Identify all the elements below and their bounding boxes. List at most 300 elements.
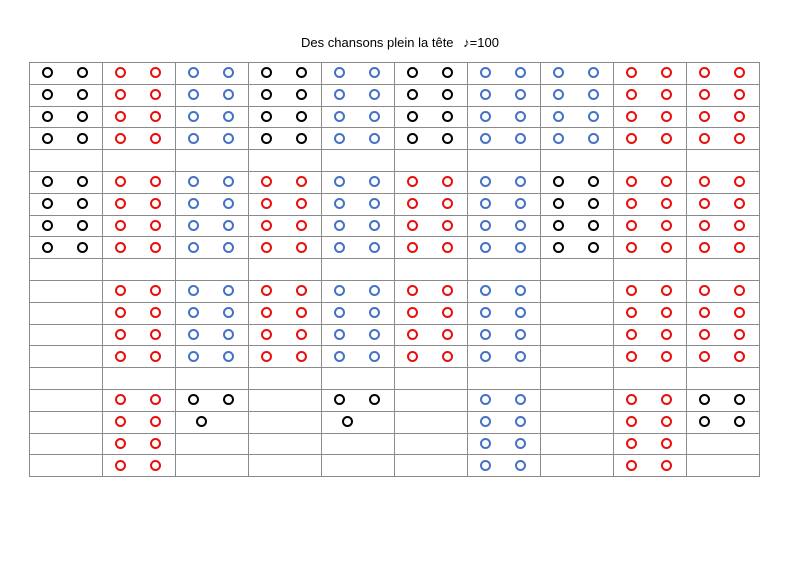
red-circle-icon xyxy=(699,351,710,362)
blue-circle-icon xyxy=(480,220,491,231)
grid-cell xyxy=(249,324,322,346)
blue-circle-icon xyxy=(369,285,380,296)
red-circle-icon xyxy=(261,285,272,296)
grid-cell xyxy=(176,259,249,281)
blue-circle-icon xyxy=(188,67,199,78)
red-circle-icon xyxy=(150,351,161,362)
red-circle-icon xyxy=(296,351,307,362)
grid-row xyxy=(30,259,760,281)
grid-cell xyxy=(614,411,687,433)
grid-row xyxy=(30,215,760,237)
black-circle-icon xyxy=(77,242,88,253)
grid-row xyxy=(30,128,760,150)
black-circle-icon xyxy=(188,394,199,405)
red-circle-icon xyxy=(626,285,637,296)
grid-cell xyxy=(30,128,103,150)
grid-cell xyxy=(30,259,103,281)
black-circle-icon xyxy=(296,111,307,122)
grid-cell xyxy=(322,411,395,433)
red-circle-icon xyxy=(734,329,745,340)
red-circle-icon xyxy=(115,351,126,362)
red-circle-icon xyxy=(296,307,307,318)
black-circle-icon xyxy=(407,111,418,122)
black-circle-icon xyxy=(77,133,88,144)
grid-cell xyxy=(395,259,468,281)
blue-circle-icon xyxy=(369,133,380,144)
red-circle-icon xyxy=(699,67,710,78)
red-circle-icon xyxy=(115,416,126,427)
grid-cell xyxy=(614,150,687,172)
page-title xyxy=(0,35,800,50)
grid-cell xyxy=(322,259,395,281)
grid-cell xyxy=(468,346,541,368)
red-circle-icon xyxy=(261,329,272,340)
blue-circle-icon xyxy=(188,285,199,296)
red-circle-icon xyxy=(661,242,672,253)
grid-cell xyxy=(176,171,249,193)
red-circle-icon xyxy=(261,176,272,187)
black-circle-icon xyxy=(223,394,234,405)
grid-cell xyxy=(468,128,541,150)
grid-row xyxy=(30,237,760,259)
grid-cell xyxy=(687,128,760,150)
red-circle-icon xyxy=(407,351,418,362)
grid-cell xyxy=(103,106,176,128)
red-circle-icon xyxy=(115,307,126,318)
blue-circle-icon xyxy=(369,198,380,209)
grid-cell xyxy=(395,411,468,433)
blue-circle-icon xyxy=(223,285,234,296)
red-circle-icon xyxy=(261,220,272,231)
grid-cell xyxy=(468,84,541,106)
blue-circle-icon xyxy=(480,460,491,471)
blue-circle-icon xyxy=(334,307,345,318)
blue-circle-icon xyxy=(188,307,199,318)
grid-cell xyxy=(541,389,614,411)
red-circle-icon xyxy=(661,198,672,209)
grid-cell xyxy=(541,84,614,106)
grid-row xyxy=(30,150,760,172)
grid-cell xyxy=(614,193,687,215)
grid-cell xyxy=(541,128,614,150)
grid-cell xyxy=(322,368,395,390)
grid-cell xyxy=(687,171,760,193)
blue-circle-icon xyxy=(588,89,599,100)
grid-cell xyxy=(176,215,249,237)
blue-circle-icon xyxy=(515,307,526,318)
red-circle-icon xyxy=(661,220,672,231)
grid-cell xyxy=(687,433,760,455)
red-circle-icon xyxy=(626,220,637,231)
red-circle-icon xyxy=(407,329,418,340)
grid-cell xyxy=(687,84,760,106)
grid-cell xyxy=(249,150,322,172)
grid-cell xyxy=(30,63,103,85)
grid-cell xyxy=(322,389,395,411)
red-circle-icon xyxy=(661,329,672,340)
red-circle-icon xyxy=(626,416,637,427)
grid-cell xyxy=(687,259,760,281)
grid-cell xyxy=(614,259,687,281)
red-circle-icon xyxy=(115,133,126,144)
grid-cell xyxy=(395,346,468,368)
grid-cell xyxy=(468,259,541,281)
red-circle-icon xyxy=(626,242,637,253)
red-circle-icon xyxy=(661,176,672,187)
blue-circle-icon xyxy=(588,133,599,144)
red-circle-icon xyxy=(626,460,637,471)
grid-cell xyxy=(103,302,176,324)
black-circle-icon xyxy=(42,133,53,144)
red-circle-icon xyxy=(442,285,453,296)
red-circle-icon xyxy=(699,198,710,209)
blue-circle-icon xyxy=(188,176,199,187)
grid-row xyxy=(30,63,760,85)
red-circle-icon xyxy=(442,307,453,318)
grid-cell xyxy=(687,455,760,477)
red-circle-icon xyxy=(115,198,126,209)
black-circle-icon xyxy=(588,220,599,231)
note-grid xyxy=(29,62,760,477)
grid-row xyxy=(30,280,760,302)
red-circle-icon xyxy=(115,285,126,296)
red-circle-icon xyxy=(150,416,161,427)
grid-row xyxy=(30,171,760,193)
blue-circle-icon xyxy=(480,285,491,296)
grid-cell xyxy=(249,280,322,302)
red-circle-icon xyxy=(661,133,672,144)
blue-circle-icon xyxy=(515,242,526,253)
red-circle-icon xyxy=(699,285,710,296)
grid-cell xyxy=(322,84,395,106)
grid-row xyxy=(30,368,760,390)
grid-cell xyxy=(30,346,103,368)
blue-circle-icon xyxy=(369,67,380,78)
red-circle-icon xyxy=(296,220,307,231)
blue-circle-icon xyxy=(223,176,234,187)
red-circle-icon xyxy=(407,242,418,253)
grid-cell xyxy=(322,237,395,259)
blue-circle-icon xyxy=(480,394,491,405)
blue-circle-icon xyxy=(223,329,234,340)
black-circle-icon xyxy=(261,133,272,144)
red-circle-icon xyxy=(150,176,161,187)
red-circle-icon xyxy=(734,198,745,209)
grid-cell xyxy=(614,346,687,368)
grid-cell xyxy=(322,150,395,172)
red-circle-icon xyxy=(407,307,418,318)
grid-cell xyxy=(30,106,103,128)
grid-cell xyxy=(395,193,468,215)
blue-circle-icon xyxy=(369,351,380,362)
black-circle-icon xyxy=(77,111,88,122)
red-circle-icon xyxy=(150,438,161,449)
black-circle-icon xyxy=(77,198,88,209)
black-circle-icon xyxy=(442,89,453,100)
grid-cell xyxy=(103,171,176,193)
black-circle-icon xyxy=(553,198,564,209)
black-circle-icon xyxy=(442,133,453,144)
red-circle-icon xyxy=(442,198,453,209)
blue-circle-icon xyxy=(188,220,199,231)
grid-cell xyxy=(249,193,322,215)
grid-cell xyxy=(395,455,468,477)
blue-circle-icon xyxy=(553,133,564,144)
grid-cell xyxy=(103,411,176,433)
grid-cell xyxy=(249,455,322,477)
grid-cell xyxy=(30,215,103,237)
grid-cell xyxy=(249,389,322,411)
grid-row xyxy=(30,455,760,477)
black-circle-icon xyxy=(296,67,307,78)
grid-cell xyxy=(614,63,687,85)
red-circle-icon xyxy=(661,438,672,449)
grid-cell xyxy=(103,193,176,215)
grid-cell xyxy=(322,193,395,215)
black-circle-icon xyxy=(734,416,745,427)
red-circle-icon xyxy=(699,329,710,340)
grid-cell xyxy=(30,171,103,193)
grid-cell xyxy=(30,302,103,324)
blue-circle-icon xyxy=(515,416,526,427)
grid-cell xyxy=(541,171,614,193)
red-circle-icon xyxy=(407,285,418,296)
red-circle-icon xyxy=(150,307,161,318)
grid-cell xyxy=(176,324,249,346)
red-circle-icon xyxy=(734,285,745,296)
grid-row xyxy=(30,324,760,346)
black-circle-icon xyxy=(77,67,88,78)
grid-cell xyxy=(176,106,249,128)
grid-cell xyxy=(322,171,395,193)
blue-circle-icon xyxy=(334,329,345,340)
black-circle-icon xyxy=(442,111,453,122)
black-circle-icon xyxy=(588,176,599,187)
grid-cell xyxy=(395,324,468,346)
red-circle-icon xyxy=(734,176,745,187)
blue-circle-icon xyxy=(515,111,526,122)
black-circle-icon xyxy=(553,242,564,253)
red-circle-icon xyxy=(661,89,672,100)
blue-circle-icon xyxy=(188,133,199,144)
grid-cell xyxy=(103,84,176,106)
blue-circle-icon xyxy=(223,67,234,78)
red-circle-icon xyxy=(115,176,126,187)
grid-cell xyxy=(687,324,760,346)
black-circle-icon xyxy=(77,176,88,187)
grid-cell xyxy=(468,237,541,259)
grid-cell xyxy=(395,389,468,411)
red-circle-icon xyxy=(626,67,637,78)
black-circle-icon xyxy=(296,89,307,100)
black-circle-icon xyxy=(699,394,710,405)
grid-cell xyxy=(176,368,249,390)
black-circle-icon xyxy=(442,67,453,78)
grid-cell xyxy=(468,150,541,172)
blue-circle-icon xyxy=(369,111,380,122)
grid-cell xyxy=(541,215,614,237)
grid-cell xyxy=(176,302,249,324)
red-circle-icon xyxy=(150,329,161,340)
red-circle-icon xyxy=(661,460,672,471)
grid-cell xyxy=(103,150,176,172)
grid-cell xyxy=(30,455,103,477)
red-circle-icon xyxy=(699,242,710,253)
grid-cell xyxy=(30,193,103,215)
grid-cell xyxy=(541,346,614,368)
grid-cell xyxy=(614,237,687,259)
grid-cell xyxy=(614,128,687,150)
blue-circle-icon xyxy=(188,111,199,122)
blue-circle-icon xyxy=(515,460,526,471)
red-circle-icon xyxy=(626,307,637,318)
grid-cell xyxy=(395,433,468,455)
blue-circle-icon xyxy=(515,133,526,144)
grid-cell xyxy=(541,433,614,455)
tempo-marking: ♪=100 xyxy=(463,35,499,50)
red-circle-icon xyxy=(296,329,307,340)
grid-cell xyxy=(614,455,687,477)
grid-cell xyxy=(541,63,614,85)
red-circle-icon xyxy=(150,460,161,471)
blue-circle-icon xyxy=(223,307,234,318)
black-circle-icon xyxy=(699,416,710,427)
grid-cell xyxy=(249,411,322,433)
red-circle-icon xyxy=(442,329,453,340)
red-circle-icon xyxy=(150,198,161,209)
red-circle-icon xyxy=(115,220,126,231)
grid-cell xyxy=(687,346,760,368)
grid-cell xyxy=(468,389,541,411)
black-circle-icon xyxy=(261,89,272,100)
red-circle-icon xyxy=(661,67,672,78)
red-circle-icon xyxy=(442,220,453,231)
grid-row xyxy=(30,302,760,324)
grid-cell xyxy=(30,237,103,259)
red-circle-icon xyxy=(150,242,161,253)
red-circle-icon xyxy=(699,176,710,187)
grid-cell xyxy=(249,433,322,455)
black-circle-icon xyxy=(369,394,380,405)
blue-circle-icon xyxy=(369,242,380,253)
grid-cell xyxy=(395,280,468,302)
grid-row xyxy=(30,106,760,128)
grid-cell xyxy=(395,84,468,106)
grid-cell xyxy=(541,106,614,128)
black-circle-icon xyxy=(296,133,307,144)
blue-circle-icon xyxy=(480,416,491,427)
red-circle-icon xyxy=(407,176,418,187)
grid-cell xyxy=(30,150,103,172)
black-circle-icon xyxy=(42,67,53,78)
grid-cell xyxy=(103,215,176,237)
grid-cell xyxy=(103,455,176,477)
blue-circle-icon xyxy=(480,242,491,253)
grid-cell xyxy=(395,215,468,237)
red-circle-icon xyxy=(734,242,745,253)
grid-cell xyxy=(103,346,176,368)
grid-row xyxy=(30,84,760,106)
red-circle-icon xyxy=(661,394,672,405)
grid-cell xyxy=(395,128,468,150)
grid-cell xyxy=(541,150,614,172)
grid-cell xyxy=(249,106,322,128)
red-circle-icon xyxy=(115,460,126,471)
blue-circle-icon xyxy=(369,89,380,100)
grid-cell xyxy=(687,368,760,390)
blue-circle-icon xyxy=(223,133,234,144)
blue-circle-icon xyxy=(334,67,345,78)
blue-circle-icon xyxy=(515,438,526,449)
black-circle-icon xyxy=(42,176,53,187)
black-circle-icon xyxy=(77,89,88,100)
blue-circle-icon xyxy=(369,307,380,318)
red-circle-icon xyxy=(115,329,126,340)
grid-cell xyxy=(322,63,395,85)
blue-circle-icon xyxy=(480,67,491,78)
grid-cell xyxy=(176,389,249,411)
black-circle-icon xyxy=(588,242,599,253)
red-circle-icon xyxy=(407,198,418,209)
red-circle-icon xyxy=(150,67,161,78)
grid-cell xyxy=(395,63,468,85)
blue-circle-icon xyxy=(480,351,491,362)
grid-cell xyxy=(103,389,176,411)
grid-cell xyxy=(176,346,249,368)
blue-circle-icon xyxy=(480,176,491,187)
grid-cell xyxy=(687,150,760,172)
blue-circle-icon xyxy=(188,89,199,100)
blue-circle-icon xyxy=(480,198,491,209)
grid-cell xyxy=(468,215,541,237)
black-circle-icon xyxy=(734,394,745,405)
grid-cell xyxy=(687,280,760,302)
blue-circle-icon xyxy=(188,198,199,209)
grid-cell xyxy=(395,237,468,259)
grid-cell xyxy=(541,411,614,433)
red-circle-icon xyxy=(296,242,307,253)
grid-cell xyxy=(395,150,468,172)
grid-cell xyxy=(30,324,103,346)
red-circle-icon xyxy=(261,351,272,362)
grid-cell xyxy=(30,389,103,411)
red-circle-icon xyxy=(407,220,418,231)
grid-cell xyxy=(468,368,541,390)
red-circle-icon xyxy=(296,285,307,296)
grid-cell xyxy=(249,84,322,106)
grid-cell xyxy=(614,84,687,106)
grid-cell xyxy=(176,128,249,150)
blue-circle-icon xyxy=(480,307,491,318)
red-circle-icon xyxy=(150,133,161,144)
grid-cell xyxy=(614,106,687,128)
grid-cell xyxy=(249,259,322,281)
grid-cell xyxy=(468,193,541,215)
red-circle-icon xyxy=(626,111,637,122)
red-circle-icon xyxy=(115,67,126,78)
black-circle-icon xyxy=(407,133,418,144)
blue-circle-icon xyxy=(223,351,234,362)
grid-cell xyxy=(103,128,176,150)
grid-cell xyxy=(614,215,687,237)
red-circle-icon xyxy=(734,89,745,100)
blue-circle-icon xyxy=(334,176,345,187)
grid-row xyxy=(30,193,760,215)
grid-cell xyxy=(322,455,395,477)
grid-cell xyxy=(395,302,468,324)
black-circle-icon xyxy=(77,220,88,231)
red-circle-icon xyxy=(626,133,637,144)
